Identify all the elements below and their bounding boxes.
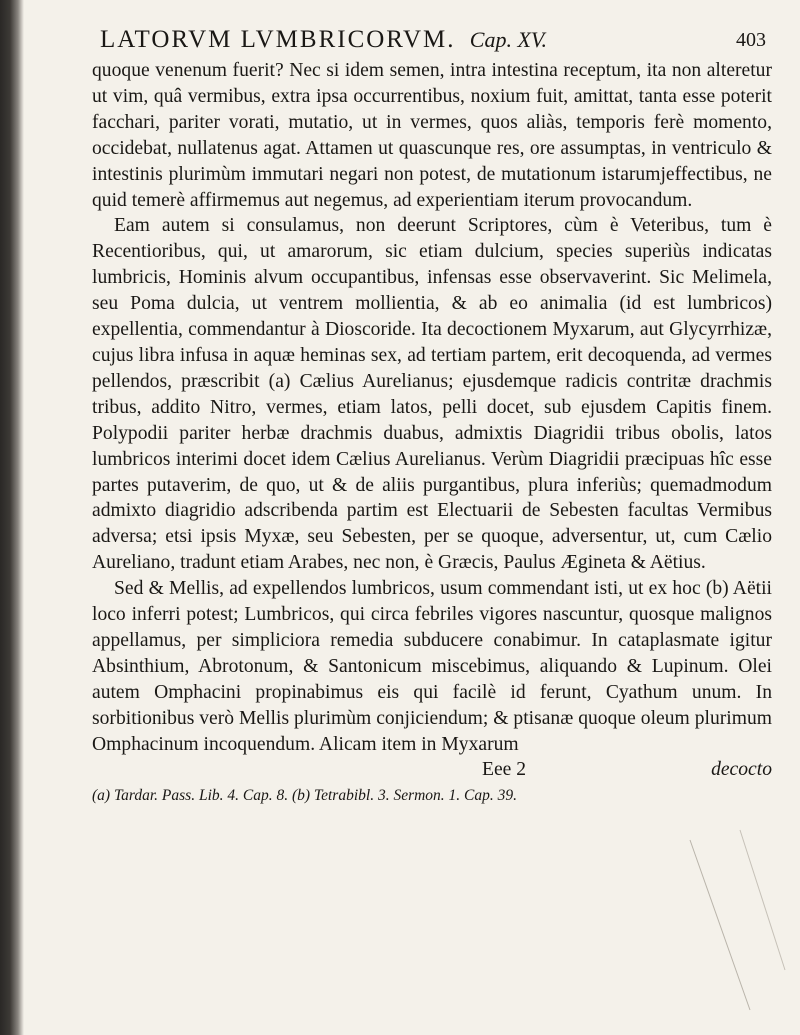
signature-line	[92, 757, 772, 783]
footnotes: (a) Tardar. Pass. Lib. 4. Cap. 8. (b) Tetrabibl. 3. Sermon. 1. Cap. 39.	[92, 787, 518, 805]
catchword: decocto	[711, 759, 772, 781]
paper-fold-marks	[680, 820, 790, 1020]
gathering-signature: Eee 2	[482, 759, 527, 781]
running-title: LATORVM LVMBRICORVM.	[100, 26, 456, 53]
paragraph-honey: Sed & Mellis, ad expellendos lumbricos, usum commendant isti, ut ex hoc (b) Aëtii loco inferri potest; Lumbricos, qui circa febriles vigores nascuntur, quosque malignos appellamus, per simpliciora remedia subducere conabimur. In cataplasmate igitur Absinthium, Abrotonum, & Santonicum miscebimus, aliquando & Lupinum. Olei autem Omphacini propinabimus eis qui facilè id ferunt, Cyathum unum. In sorbitionibus verò Mellis plurimùm conjiciendum; & ptisanæ quoque oleum plurimum Omphacinum incoquendum. Alicam item in Myxarum	[92, 578, 772, 755]
book-spine-shadow	[0, 0, 24, 1035]
page-body	[92, 58, 772, 807]
running-header	[100, 20, 780, 60]
paragraph-continuation: quoque venenum fuerit? Nec si idem semen, intra intestina receptum, ita non alteretur ut vim, quâ vermibus, extra ipsa occurrentibus, noxium fuit, amittat, tanta esse poterit facchari, pariter vorati, mutatio, ut in vermes, quos aliàs, temporis ferè momento, occidebat, nullatenus agat. Attamen ut quascunque res, ore assumptas, in ventriculo & intestinis plurimùm immutari negari non potest, de mutationum istarumjeffectibus, ne quid temerè affirmemus aut negemus, ad experientiam iterum provocandum.	[92, 60, 772, 211]
page-number: 403	[736, 29, 766, 51]
chapter-label: Cap. XV.	[469, 27, 547, 52]
paragraph-experience: Eam autem si consulamus, non deerunt Scriptores, cùm è Veteribus, tum è Recentioribus, qui, ut amarorum, sic etiam dulcium, species superiùs indicatas lumbricis, Hominis alvum occupantibus, infensas esse observaverint. Sic Melimela, seu Poma dulcia, ut ventrem mollientia, & ab eo animalia (id est lumbricos) expellentia, commendantur à Dioscoride. Ita decoctionem Myxarum, aut Glycyrrhizæ, cujus libra infusa in aquæ heminas sex, ad tertiam partem, erit decoquenda, ad vermes pellendos, præscribit (a) Cælius Aurelianus; ejusdemque radicis contritæ drachmis tribus, addito Nitro, vermes, etiam latos, pelli docet, sub ejusdem Capitis finem. Polypodii pariter herbæ drachmis duabus, admixtis Diagridii tribus obolis, latos lumbricos interimi docet idem Cælius Aurelianus. Verùm Diagridii præcipuas hîc esse partes putaverim, de quo, ut & de aliis purgantibus, plura inferiùs; quemadmodum admixto diagridio adscribenda partim est Electuarii de Sebesten facultas Vermibus adversa; etsi ipsis Myxæ, seu Sebesten, per se quoque, adversentur, ut, cum Cælio Aureliano, tradunt etiam Arabes, nec non, è Græcis, Paulus Ægineta & Aëtius.	[92, 215, 772, 574]
